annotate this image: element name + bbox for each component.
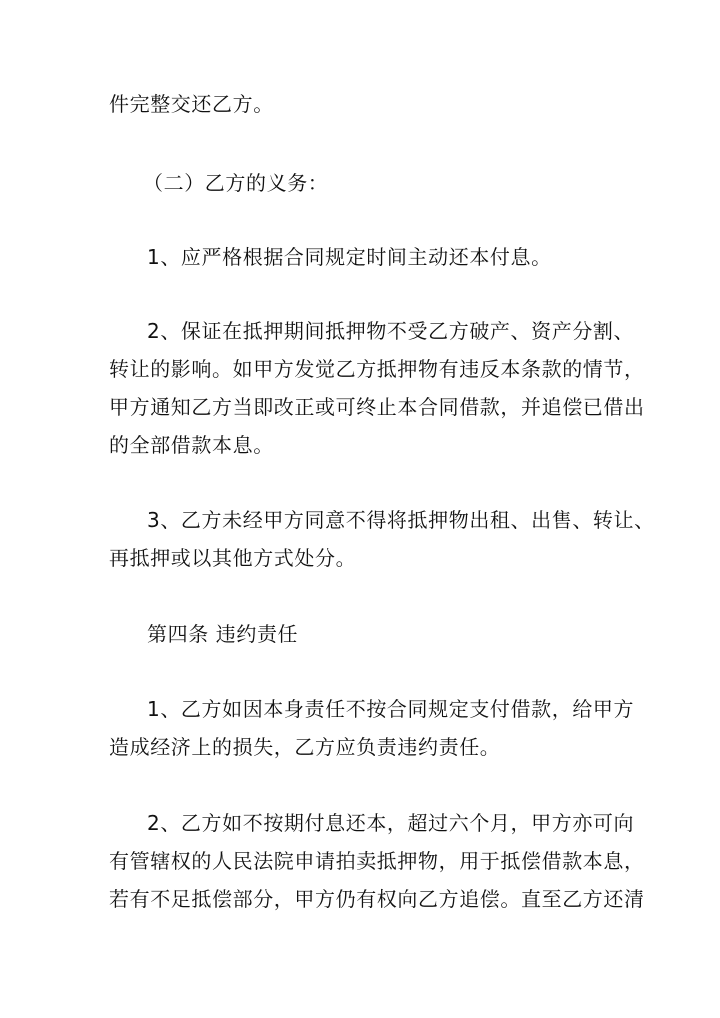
paragraph-line: 件完整交还乙方。 xyxy=(109,92,274,116)
article-heading: 第四条 违约责任 xyxy=(147,622,299,646)
paragraph-line: 2、乙方如不按期付息还本，超过六个月，甲方亦可向 xyxy=(147,811,635,835)
paragraph-line: 的全部借款本息。 xyxy=(109,433,274,457)
paragraph-line: 再抵押或以其他方式处分。 xyxy=(109,546,357,570)
paragraph-line: 若有不足抵偿部分，甲方仍有权向乙方追偿。直至乙方还清 xyxy=(109,887,645,911)
paragraph-line: 1、乙方如因本身责任不按合同规定支付借款，给甲方 xyxy=(147,697,635,721)
paragraph-line: 1、应严格根据合同规定时间主动还本付息。 xyxy=(147,245,552,269)
section-heading: （二）乙方的义务： xyxy=(143,171,329,195)
paragraph-line: 造成经济上的损失，乙方应负责违约责任。 xyxy=(109,735,501,759)
paragraph-line: 转让的影响。如甲方发觉乙方抵押物有违反本条款的情节， xyxy=(109,357,645,381)
paragraph-line: 3、乙方未经甲方同意不得将抵押物出租、出售、转让、 xyxy=(147,508,655,532)
paragraph-line: 有管辖权的人民法院申请拍卖抵押物，用于抵偿借款本息， xyxy=(109,849,645,873)
paragraph-line: 2、保证在抵押期间抵押物不受乙方破产、资产分割、 xyxy=(147,319,635,343)
paragraph-line: 甲方通知乙方当即改正或可终止本合同借款，并追偿已借出 xyxy=(109,395,645,419)
